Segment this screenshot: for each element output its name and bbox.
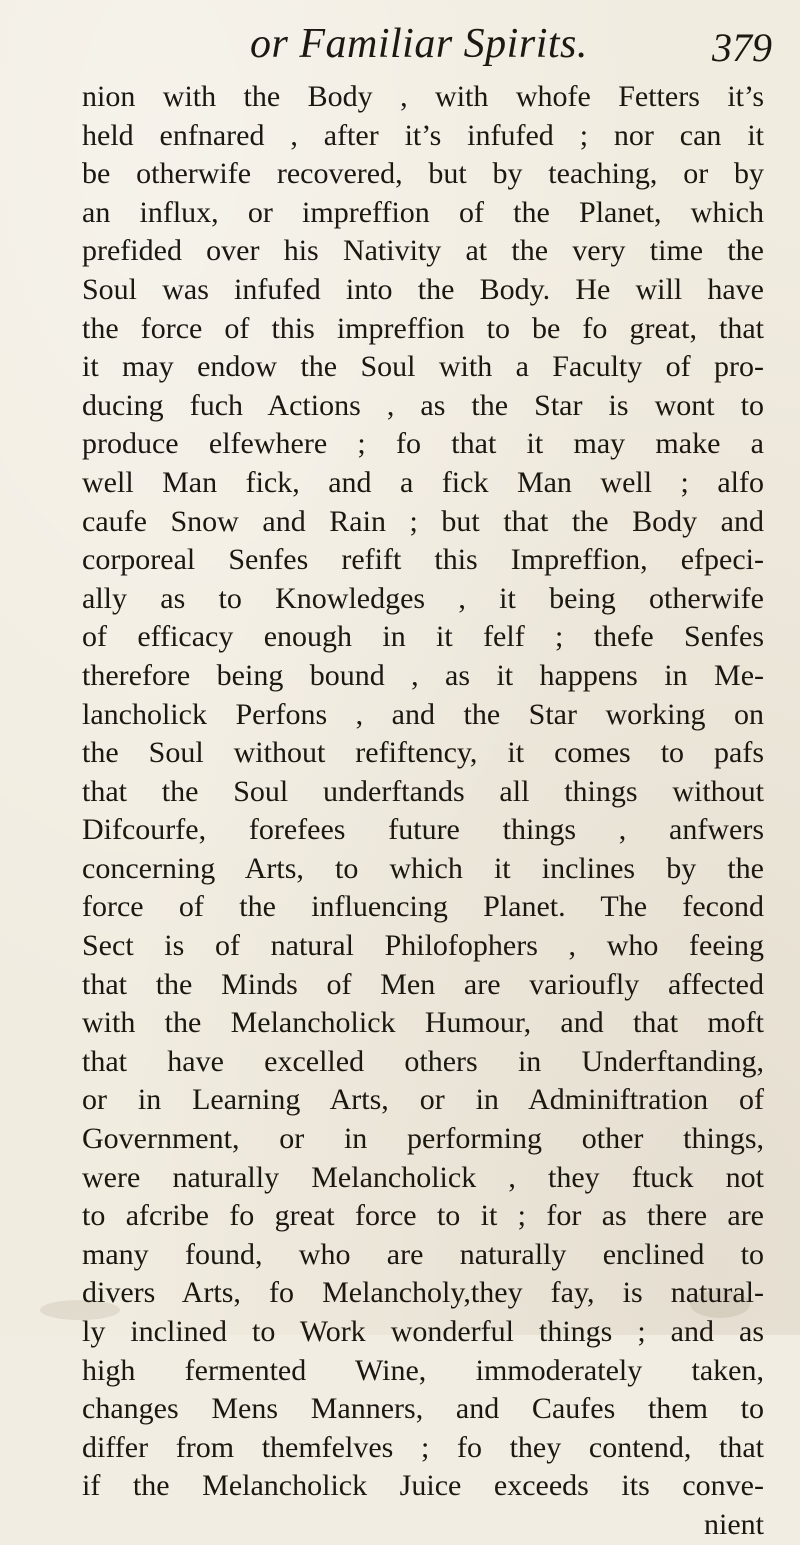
text-line: changes Mens Manners, and Caufes them to: [82, 1392, 764, 1426]
text-line: nion with the Body , with whofe Fetters it’s: [82, 80, 764, 113]
text-line: caufe Snow and Rain ; but that the Body and: [82, 504, 764, 538]
text-line: Difcourfe, forefees future things , anfwers: [82, 813, 764, 847]
text-line: held enfnared , after it’s infufed ; nor can it: [82, 118, 764, 152]
text-line: that have excelled others in Underftanding,: [82, 1044, 764, 1078]
text-line: force of the influencing Planet. The fecond: [82, 890, 764, 924]
text-line: of efficacy enough in it felf ; thefe Senfes: [82, 620, 764, 654]
catchword: nient: [704, 1507, 764, 1541]
text-line: produce elfewhere ; fo that it may make a: [82, 427, 764, 461]
text-line: were naturally Melancholick , they ftuck not: [82, 1160, 764, 1194]
body-text: [82, 78, 764, 1545]
text-line: concerning Arts, to which it inclines by the: [82, 851, 764, 885]
text-line: it may endow the Soul with a Faculty of pro-: [82, 350, 764, 384]
text-line: therefore being bound , as it happens in Me-: [82, 658, 764, 692]
running-title: or Familiar Spirits.: [250, 21, 588, 67]
text-line: high fermented Wine, immoderately taken,: [82, 1353, 764, 1387]
text-line: ducing fuch Actions , as the Star is wont to: [82, 388, 764, 422]
text-line: or in Learning Arts, or in Adminiftration of: [82, 1083, 764, 1117]
text-line: the Soul without refiftency, it comes to pafs: [82, 736, 764, 770]
text-line: ly inclined to Work wonderful things ; and as: [82, 1315, 764, 1348]
text-line: prefided over his Nativity at the very time the: [82, 234, 764, 268]
text-line: corporeal Senfes refift this Impreffion, efpeci-: [82, 543, 764, 577]
text-line: Sect is of natural Philofophers , who feeing: [82, 929, 764, 963]
text-line: differ from themfelves ; fo they contend, that: [82, 1430, 764, 1464]
text-line: ally as to Knowledges , it being otherwife: [82, 581, 764, 615]
text-line: that the Minds of Men are varioufly affected: [82, 967, 764, 1001]
text-line: divers Arts, fo Melancholy,they fay, is natural-: [82, 1276, 764, 1310]
running-head: [0, 8, 800, 78]
text-line: well Man fick, and a fick Man well ; alfo: [82, 465, 764, 499]
text-line: that the Soul underftands all things without: [82, 774, 764, 808]
page-number: 379: [712, 25, 772, 70]
text-line: if the Melancholick Juice exceeds its conve-: [82, 1469, 764, 1503]
text-line: Soul was infufed into the Body. He will have: [82, 272, 764, 306]
text-line: with the Melancholick Humour, and that moft: [82, 1006, 764, 1040]
text-line: to afcribe fo great force to it ; for as there are: [82, 1199, 764, 1233]
text-line: be otherwife recovered, but by teaching, or by: [82, 157, 764, 191]
text-line: an influx, or impreffion of the Planet, which: [82, 195, 764, 229]
text-line: many found, who are naturally enclined to: [82, 1237, 764, 1271]
text-line: Government, or in performing other things,: [82, 1122, 764, 1156]
text-line: the force of this impreffion to be fo great, that: [82, 311, 764, 345]
text-line: lancholick Perfons , and the Star working on: [82, 697, 764, 731]
